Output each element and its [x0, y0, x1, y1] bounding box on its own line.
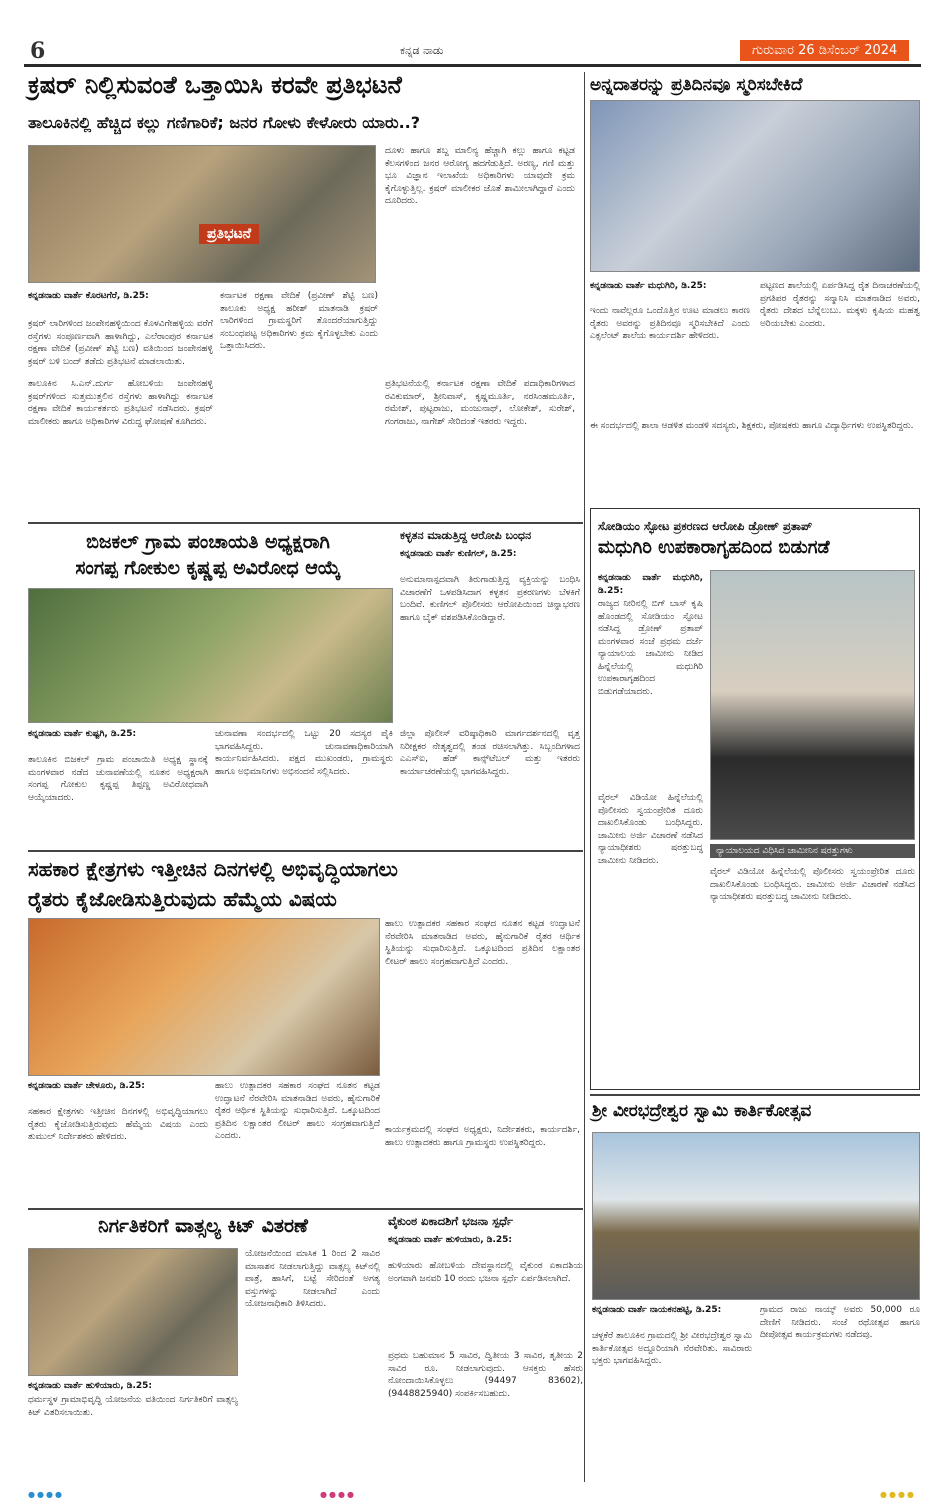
story3-headline-2: ಸಂಗಪ್ಪ ಗೋಕುಲ ಕೃಷ್ಣಪ್ಪ ಅವಿರೋಧ ಆಯ್ಕೆ — [75, 557, 341, 579]
section-divider — [590, 1094, 920, 1096]
story3-headline-1: ಬಿಜಕಲ್ ಗ್ರಾಮ ಪಂಚಾಯತಿ ಅಧ್ಯಕ್ಷರಾಗಿ — [86, 531, 330, 553]
story1-body3: ಕರ್ನಾಟಕ ರಕ್ಷಣಾ ವೇದಿಕೆ (ಪ್ರವೀಣ್ ಶೆಟ್ಟಿ ಬಣ) ತಾಲೂಕು ಅಧ್ಯಕ್ಷ ಹರೀಶ್ ಮಾತನಾಡಿ ಕ್ರಷರ್ ಲಾರಿಗಳಿಂದ ಗ್ರಾಮಸ್ಥರಿಗೆ ತೊಂದರೆಯಾಗುತ್ತಿದ್ದು ಸಂಬಂಧಪಟ್ಟ ಅಧಿಕಾರಿಗಳು ಕ್ರಮ ಕೈಗೊಳ್ಳಬೇಕು ಎಂದು ಒತ್ತಾಯಿಸಿದರು. — [220, 291, 378, 351]
story7-headline: ನಿರ್ಗತಿಕರಿಗೆ ವಾತ್ಸಲ್ಯ ಕಿಟ್ ವಿತರಣೆ — [98, 1215, 308, 1237]
story5-body2: ವೈರಲ್ ವಿಡಿಯೋ ಹಿನ್ನೆಲೆಯಲ್ಲಿ ಪೊಲೀಸರು ಸ್ವಯಂಪ್ರೇರಿತ ದೂರು ದಾಖಲಿಸಿಕೊಂಡು ಬಂಧಿಸಿದ್ದರು. ಜಾಮೀನು ಅರ್ಜಿ ವಿಚಾರಣೆ ನಡೆಸಿದ ನ್ಯಾಯಾಧೀಶರು ಷರತ್ತುಬದ್ಧ ಜಾಮೀನು ನೀಡಿದರು. — [598, 793, 703, 866]
story5-dateline — [598, 572, 703, 597]
registration-dots-right: ●●●● — [880, 1490, 916, 1499]
story7-body1: ಧರ್ಮಸ್ಥಳ ಗ್ರಾಮಾಭಿವೃದ್ಧಿ ಯೋಜನೆಯ ವತಿಯಿಂದ ನಿರ್ಗತಿಕರಿಗೆ ವಾತ್ಸಲ್ಯ ಕಿಟ್ ವಿತರಿಸಲಾಯಿತು. — [28, 1395, 238, 1418]
section-divider — [28, 522, 583, 524]
story6-body1: ಸಹಕಾರ ಕ್ಷೇತ್ರಗಳು ಇತ್ತೀಚಿನ ದಿನಗಳಲ್ಲಿ ಅಭಿವೃದ್ಧಿಯಾಗಲು ರೈತರು ಕೈಜೋಡಿಸುತ್ತಿರುವುದು ಹೆಮ್ಮೆಯ ವಿಷಯ ಎಂದು ತುಮುಲ್ ನಿರ್ದೇಶಕರು ಹೇಳಿದರು. — [28, 1107, 208, 1142]
date-banner: ಗುರುವಾರ 26 ಡಿಸೆಂಬರ್ 2024 — [740, 40, 909, 61]
story8-dateline — [388, 1234, 583, 1247]
story2-body2: ಪಟ್ಟಣದ ಶಾಲೆಯಲ್ಲಿ ಏರ್ಪಡಿಸಿದ್ದ ರೈತ ದಿನಾಚರಣೆಯಲ್ಲಿ ಪ್ರಗತಿಪರ ರೈತರನ್ನು ಸನ್ಮಾನಿಸಿ ಮಾತನಾಡಿದ ಅವರು, ರೈತರು ದೇಶದ ಬೆನ್ನೆಲುಬು. ಮಕ್ಕಳು ಕೃಷಿಯ ಮಹತ್ವ ಅರಿಯಬೇಕು ಎಂದರು. — [760, 281, 920, 329]
header-rule — [24, 64, 921, 67]
dateline-text: ಕನ್ನಡನಾಡು ವಾರ್ತೆ ಹುಳಿಯಾರು, ಡಿ.25: — [388, 1235, 512, 1245]
story6-body2: ಹಾಲು ಉತ್ಪಾದಕರ ಸಹಕಾರ ಸಂಘದ ನೂತನ ಕಟ್ಟಡ ಉದ್ಘಾಟನೆ ನೆರವೇರಿಸಿ ಮಾತನಾಡಿದ ಅವರು, ಹೈನುಗಾರಿಕೆ ರೈತರ ಆರ್ಥಿಕ ಸ್ಥಿತಿಯನ್ನು ಸುಧಾರಿಸುತ್ತಿದೆ. ಒಕ್ಕೂಟದಿಂದ ಪ್ರತಿದಿನ ಲಕ್ಷಾಂತರ ಲೀಟರ್ ಹಾಲು ಸಂಗ್ರಹವಾಗುತ್ತಿದೆ ಎಂದರು. — [215, 1081, 380, 1141]
story2-body3: ಈ ಸಂದರ್ಭದಲ್ಲಿ ಶಾಲಾ ಆಡಳಿತ ಮಂಡಳಿ ಸದಸ್ಯರು, ಶಿಕ್ಷಕರು, ಪೋಷಕರು ಹಾಗೂ ವಿದ್ಯಾರ್ಥಿಗಳು ಉಪಸ್ಥಿತರಿದ್ದರು. — [590, 421, 914, 431]
story1-body2: ತಾಲೂಕಿನ ಸಿ.ಎನ್.ದುರ್ಗ ಹೋಬಳಿಯ ಜಂಪೇನಹಳ್ಳಿ ಕ್ರಷರ್‌ಗಳಿಂದ ಸುತ್ತಮುತ್ತಲಿನ ರಸ್ತೆಗಳು ಹಾಳಾಗಿದ್ದು ಕರ್ನಾಟಕ ರಕ್ಷಣಾ ವೇದಿಕೆ ಕಾರ್ಯಕರ್ತರು ಪ್ರತಿಭಟನೆ ನಡೆಸಿದರು. ಕ್ರಷರ್ ಮಾಲೀಕರು ಹಾಗೂ ಅಧಿಕಾರಿಗಳ ವಿರುದ್ಧ ಘೋಷಣೆ ಕೂಗಿದರು. — [28, 379, 213, 427]
story6-body3: ಹಾಲು ಉತ್ಪಾದಕರ ಸಹಕಾರ ಸಂಘದ ನೂತನ ಕಟ್ಟಡ ಉದ್ಘಾಟನೆ ನೆರವೇರಿಸಿ ಮಾತನಾಡಿದ ಅವರು, ಹೈನುಗಾರಿಕೆ ರೈತರ ಆರ್ಥಿಕ ಸ್ಥಿತಿಯನ್ನು ಸುಧಾರಿಸುತ್ತಿದೆ. ಒಕ್ಕೂಟದಿಂದ ಪ್ರತಿದಿನ ಲಕ್ಷಾಂತರ ಲೀಟರ್ ಹಾಲು ಸಂಗ್ರಹವಾಗುತ್ತಿದೆ ಎಂದರು. — [385, 919, 580, 967]
masthead: ಕನ್ನಡ ನಾಡು — [400, 44, 444, 57]
story5-photo — [710, 570, 915, 840]
story4-body2: ಜಿಲ್ಲಾ ಪೊಲೀಸ್ ವರಿಷ್ಠಾಧಿಕಾರಿ ಮಾರ್ಗದರ್ಶನದಲ್ಲಿ ವೃತ್ತ ನಿರೀಕ್ಷಕರ ನೇತೃತ್ವದಲ್ಲಿ ತಂಡ ರಚಿಸಲಾಗಿತ್ತು. ಸಿಬ್ಬಂದಿಗಳಾದ ಎಎಸ್ಐ, ಹೆಡ್ ಕಾನ್ಸ್‌ಟೆಬಲ್ ಮತ್ತು ಇತರರು ಕಾರ್ಯಾಚರಣೆಯಲ್ಲಿ ಭಾಗವಹಿಸಿದ್ದರು. — [400, 729, 580, 777]
story6-photo — [28, 918, 380, 1076]
registration-dots-center: ●●●● — [320, 1490, 356, 1499]
story1-body4: ದೂಳು ಹಾಗೂ ಶಬ್ದ ಮಾಲಿನ್ಯ ಹೆಚ್ಚಾಗಿ ಕಲ್ಲು ಹಾಗೂ ಕಟ್ಟಡ ಕೆಲಸಗಳಿಂದ ಜನರ ಆರೋಗ್ಯ ಹದಗೆಡುತ್ತಿದೆ. ಅರಣ್ಯ, ಗಣಿ ಮತ್ತು ಭೂ ವಿಜ್ಞಾನ ಇಲಾಖೆಯ ಅಧಿಕಾರಿಗಳು ಯಾವುದೇ ಕ್ರಮ ಕೈಗೊಳ್ಳುತ್ತಿಲ್ಲ. ಕ್ರಷರ್ ಮಾಲೀಕರ ಜೊತೆ ಶಾಮೀಲಾಗಿದ್ದಾರೆ ಎಂದು ದೂರಿದರು. — [385, 146, 575, 206]
protest-banner: ಪ್ರತಿಭಟನೆ — [199, 224, 259, 244]
story9-body2: ಗ್ರಾಮದ ರಾಜು ನಾಯ್ಕ್ ಅವರು 50,000 ರೂ ದೇಣಿಗೆ ನೀಡಿದರು. ಸಂಜೆ ರಥೋತ್ಸವ ಹಾಗೂ ದೀಪೋತ್ಸವ ಕಾರ್ಯಕ್ರಮಗಳು ನಡೆದವು. — [760, 1305, 920, 1340]
dateline-text: ಕನ್ನಡನಾಡು ವಾರ್ತೆ ಮಧುಗಿರಿ, ಡಿ.25: — [598, 573, 703, 596]
story1-body1: ಕ್ರಷರ್ ಲಾರಿಗಳಿಂದ ಜಂಪೇನಹಳ್ಳಿಯಿಂದ ಕೊಳವಿಗೇಹಳ್ಳಿಯ ವರೆಗೆ ರಸ್ತೆಗಳು ಸಂಪೂರ್ಣವಾಗಿ ಹಾಳಾಗಿದ್ದು, ಎಲೆರಾಂಪುರ ಕರ್ನಾಟಕ ರಕ್ಷಣಾ ವೇದಿಕೆ (ಪ್ರವೀಣ್ ಶೆಟ್ಟಿ ಬಣ) ವತಿಯಿಂದ ಜಂಪೇನಹಳ್ಳಿ ಕ್ರಷರ್ ಬಳಿ ಬಂದ್ ತಡೆದು ಪ್ರತಿಭಟನೆ ಮಾಡಲಾಯಿತು. — [28, 319, 213, 367]
story5-caption: ನ್ಯಾಯಾಲಯದ ವಿಧಿಸಿದ ಜಾಮೀನಿನ ಷರತ್ತುಗಳು — [710, 844, 915, 858]
story9-photo — [592, 1132, 920, 1300]
story1-headline: ಕ್ರಷರ್ ನಿಲ್ಲಿಸುವಂತೆ ಒತ್ತಾಯಿಸಿ ಕರವೇ ಪ್ರತಿಭಟನೆ — [28, 71, 402, 99]
story6-dateline — [28, 1080, 208, 1093]
story8-body2: ಪ್ರಥಮ ಬಹುಮಾನ 5 ಸಾವಿರ, ದ್ವಿತೀಯ 3 ಸಾವಿರ, ತೃತೀಯ 2 ಸಾವಿರ ರೂ. ನೀಡಲಾಗುವುದು. ಆಸಕ್ತರು ಹೆಸರು ನೋಂದಾಯಿಸಿಕೊಳ್ಳಲು (94497 83602), (9448825940) ಸಂಪರ್ಕಿಸಬಹುದು. — [388, 1351, 583, 1399]
dateline-text: ಕನ್ನಡನಾಡು ವಾರ್ತೆ ಮಧುಗಿರಿ, ಡಿ.25: — [590, 281, 707, 291]
story5-headline-1: ಸೋಡಿಯಂ ಸ್ಫೋಟ ಪ್ರಕರಣದ ಆರೋಪಿ ಡ್ರೋಣ್ ಪ್ರತಾಪ್ — [598, 519, 813, 533]
story8-body1: ಹುಳಿಯಾರು ಹೋಬಳಿಯ ದೇವಸ್ಥಾನದಲ್ಲಿ ವೈಕುಂಠ ಏಕಾದಶಿಯ ಅಂಗವಾಗಿ ಜನವರಿ 10 ರಂದು ಭಜನಾ ಸ್ಪರ್ಧೆ ಏರ್ಪಡಿಸಲಾಗಿದೆ. — [388, 1261, 583, 1284]
story3-body2: ಚುನಾವಣಾ ಸಂದರ್ಭದಲ್ಲಿ ಒಟ್ಟು 20 ಸದಸ್ಯರ ಪೈಕಿ ಭಾಗವಹಿಸಿದ್ದರು. ಚುನಾವಣಾಧಿಕಾರಿಯಾಗಿ ಕಾರ್ಯನಿರ್ವಹಿಸಿದರು. ಪಕ್ಷದ ಮುಖಂಡರು, ಗ್ರಾಮಸ್ಥರು ಹಾಗೂ ಅಭಿಮಾನಿಗಳು ಅಭಿನಂದನೆ ಸಲ್ಲಿಸಿದರು. — [215, 729, 393, 777]
dateline-text: ಕನ್ನಡನಾಡು ವಾರ್ತೆ ಕುಷ್ಟಗಿ, ಡಿ.25: — [28, 729, 137, 739]
story4-headline: ಕಳ್ಳತನ ಮಾಡುತ್ತಿದ್ದ ಆರೋಪಿ ಬಂಧನ — [400, 529, 532, 542]
story7-body2: ಯೋಜನೆಯಿಂದ ಮಾಸಿಕ 1 ರಿಂದ 2 ಸಾವಿರ ಮಾಸಾಶನ ನೀಡಲಾಗುತ್ತಿದ್ದು ವಾತ್ಸಲ್ಯ ಕಿಟ್‌ನಲ್ಲಿ ಪಾತ್ರೆ, ಹಾಸಿಗೆ, ಬಟ್ಟೆ ಸೇರಿದಂತೆ ಅಗತ್ಯ ವಸ್ತುಗಳನ್ನು ನೀಡಲಾಗಿದೆ ಎಂದು ಯೋಜನಾಧಿಕಾರಿ ತಿಳಿಸಿದರು. — [245, 1249, 380, 1309]
story6-headline-1: ಸಹಕಾರ ಕ್ಷೇತ್ರಗಳು ಇತ್ತೀಚಿನ ದಿನಗಳಲ್ಲಿ ಅಭಿವೃದ್ಧಿಯಾಗಲು — [28, 857, 398, 881]
story5-headline-2: ಮಧುಗಿರಿ ಉಪಕಾರಾಗೃಹದಿಂದ ಬಿಡುಗಡೆ — [598, 537, 830, 558]
story5-body3: ವೈರಲ್ ವಿಡಿಯೋ ಹಿನ್ನೆಲೆಯಲ್ಲಿ ಪೊಲೀಸರು ಸ್ವಯಂಪ್ರೇರಿತ ದೂರು ದಾಖಲಿಸಿಕೊಂಡು ಬಂಧಿಸಿದ್ದರು. ಜಾಮೀನು ಅರ್ಜಿ ವಿಚಾರಣೆ ನಡೆಸಿದ ನ್ಯಾಯಾಧೀಶರು ಷರತ್ತುಬದ್ಧ ಜಾಮೀನು ನೀಡಿದರು. — [710, 867, 915, 902]
story6-headline-2: ರೈತರು ಕೈಜೋಡಿಸುತ್ತಿರುವುದು ಹೆಮ್ಮೆಯ ವಿಷಯ — [28, 887, 337, 911]
story9-body1: ಚಳ್ಳಕೆರೆ ತಾಲೂಕಿನ ಗ್ರಾಮದಲ್ಲಿ ಶ್ರೀ ವೀರಭದ್ರೇಶ್ವರ ಸ್ವಾಮಿ ಕಾರ್ತಿಕೋತ್ಸವ ಅದ್ದೂರಿಯಾಗಿ ನೆರವೇರಿತು. ಸಾವಿರಾರು ಭಕ್ತರು ಭಾಗವಹಿಸಿದ್ದರು. — [592, 1331, 752, 1366]
section-divider — [28, 1208, 583, 1210]
dateline-text: ಕನ್ನಡನಾಡು ವಾರ್ತೆ ಕೊರಟಗೆರೆ, ಡಿ.25: — [28, 291, 149, 301]
section-divider — [28, 850, 583, 852]
page-number: 6 — [30, 38, 46, 64]
story1-dateline — [28, 290, 213, 303]
story3-dateline — [28, 728, 208, 741]
story7-dateline — [28, 1380, 238, 1393]
story1-photo — [28, 145, 376, 283]
column-divider — [584, 72, 585, 1482]
story5-body1: ರಾಜ್ಯದ ನೀರಿನಲ್ಲಿ ಬಿಗ್ ಬಾಸ್ ಕೃಷಿ ಹೊಂಡದಲ್ಲಿ ಸೋಡಿಯಂ ಸ್ಫೋಟ ನಡೆಸಿದ್ದ ಡ್ರೋಣ್ ಪ್ರತಾಪ್ ಮಂಗಳವಾರ ಸಂಜೆ ಪ್ರಥಮ ದರ್ಜೆ ನ್ಯಾಯಾಲಯ ಜಾಮೀನು ನೀಡಿದ ಹಿನ್ನೆಲೆಯಲ್ಲಿ ಮಧುಗಿರಿ ಉಪಕಾರಾಗೃಹದಿಂದ ಬಿಡುಗಡೆಯಾದರು. — [598, 599, 703, 697]
dateline-text: ಕನ್ನಡನಾಡು ವಾರ್ತೆ ಹುಳಿಯಾರು, ಡಿ.25: — [28, 1381, 152, 1391]
story2-headline: ಅನ್ನದಾತರನ್ನು ಪ್ರತಿದಿನವೂ ಸ್ಮರಿಸಬೇಕಿದೆ — [590, 75, 803, 95]
story1-subhead: ತಾಲೂಕಿನಲ್ಲಿ ಹೆಚ್ಚಿದ ಕಲ್ಲು ಗಣಿಗಾರಿಕೆ; ಜನರ ಗೋಳು ಕೇಳೋರು ಯಾರು..? — [28, 113, 421, 132]
story9-dateline — [592, 1304, 752, 1317]
dateline-text: ಕನ್ನಡನಾಡು ವಾರ್ತೆ ಕುಣಿಗಲ್, ಡಿ.25: — [400, 549, 517, 559]
story3-body1: ತಾಲೂಕಿನ ಬಿಜಕಲ್ ಗ್ರಾಮ ಪಂಚಾಯಿತಿ ಅಧ್ಯಕ್ಷ ಸ್ಥಾನಕ್ಕೆ ಮಂಗಳವಾರ ನಡೆದ ಚುನಾವಣೆಯಲ್ಲಿ ನೂತನ ಅಧ್ಯಕ್ಷರಾಗಿ ಸಂಗಪ್ಪ ಗೋಕುಲ ಕೃಷ್ಣಪ್ಪ ತಿಪ್ಪಣ್ಣ ಅವಿರೋಧವಾಗಿ ಆಯ್ಕೆಯಾದರು. — [28, 755, 208, 803]
story2-photo — [590, 100, 920, 272]
story7-photo — [28, 1248, 238, 1376]
story8-headline: ವೈಕುಂಠ ಏಕಾದಶಿಗೆ ಭಜನಾ ಸ್ಪರ್ಧೆ — [388, 1214, 513, 1228]
dateline-text: ಕನ್ನಡನಾಡು ವಾರ್ತೆ ನಾಯಕನಹಟ್ಟಿ, ಡಿ.25: — [592, 1305, 722, 1315]
story2-body1: ಇಂದು ನಾವೆಲ್ಲರೂ ಒಂದೊತ್ತಿನ ಊಟ ಮಾಡಲು ಕಾರಣ ರೈತರು ಅವರನ್ನು ಪ್ರತಿದಿನವೂ ಸ್ಮರಿಸಬೇಕಿದೆ ಎಂದು ಎಕ್ಸಲೆಂಟ್ ಶಾಲೆಯ ಕಾರ್ಯದರ್ಶಿ ಹೇಳಿದರು. — [590, 306, 750, 341]
story9-headline: ಶ್ರೀ ವೀರಭದ್ರೇಶ್ವರ ಸ್ವಾಮಿ ಕಾರ್ತಿಕೋತ್ಸವ — [592, 1101, 812, 1121]
dateline-text: ಕನ್ನಡನಾಡು ವಾರ್ತೆ ಚೇಳೂರು, ಡಿ.25: — [28, 1081, 145, 1091]
story6-body4: ಕಾರ್ಯಕ್ರಮದಲ್ಲಿ ಸಂಘದ ಅಧ್ಯಕ್ಷರು, ನಿರ್ದೇಶಕರು, ಕಾರ್ಯದರ್ಶಿ, ಹಾಲು ಉತ್ಪಾದಕರು ಹಾಗೂ ಗ್ರಾಮಸ್ಥರು ಉಪಸ್ಥಿತರಿದ್ದರು. — [385, 1125, 580, 1148]
story4-dateline — [400, 548, 580, 561]
story3-photo — [28, 588, 393, 723]
registration-dots-left: ●●●● — [28, 1490, 64, 1499]
story4-body1: ಅನುಮಾನಾಸ್ಪದವಾಗಿ ತಿರುಗಾಡುತ್ತಿದ್ದ ವ್ಯಕ್ತಿಯನ್ನು ಬಂಧಿಸಿ ವಿಚಾರಣೆಗೆ ಒಳಪಡಿಸಿದಾಗ ಕಳ್ಳತನ ಪ್ರಕರಣಗಳು ಬೆಳಕಿಗೆ ಬಂದಿವೆ. ಕುಣಿಗಲ್ ಪೊಲೀಸರು ಆರೋಪಿಯಿಂದ ಚಿನ್ನಾಭರಣ ಹಾಗೂ ಬೈಕ್ ವಶಪಡಿಸಿಕೊಂಡಿದ್ದಾರೆ. — [400, 575, 580, 623]
story1-body5: ಪ್ರತಿಭಟನೆಯಲ್ಲಿ ಕರ್ನಾಟಕ ರಕ್ಷಣಾ ವೇದಿಕೆ ಪದಾಧಿಕಾರಿಗಳಾದ ರವಿಕುಮಾರ್, ಶ್ರೀನಿವಾಸ್, ಕೃಷ್ಣಮೂರ್ತಿ, ನರಸಿಂಹಮೂರ್ತಿ, ರಮೇಶ್, ಪುಟ್ಟರಾಜು, ಮಂಜುನಾಥ್, ಲೋಕೇಶ್, ಸುರೇಶ್, ಗಂಗರಾಜು, ನಾಗೇಶ್ ಸೇರಿದಂತೆ ಇತರರು ಇದ್ದರು. — [385, 379, 575, 427]
story2-dateline — [590, 280, 750, 293]
